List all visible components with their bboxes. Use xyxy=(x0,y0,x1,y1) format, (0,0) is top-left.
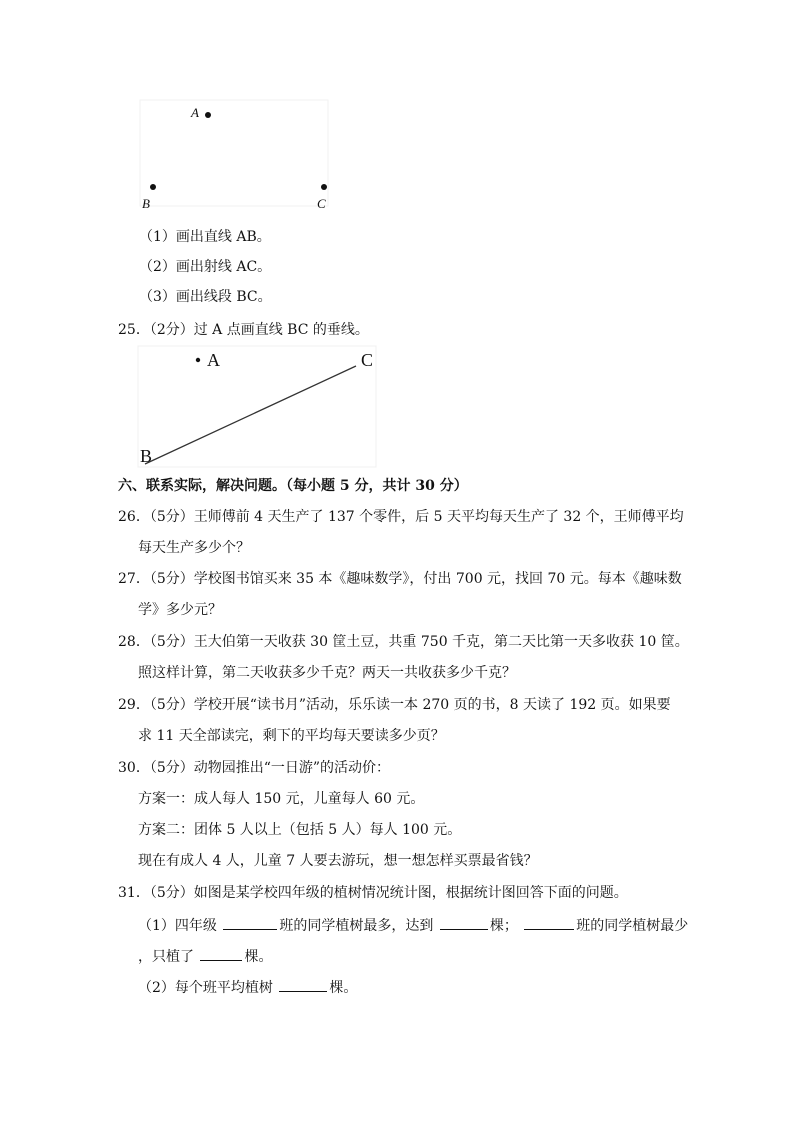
q31-s1b: 班的同学植树最多，达到 xyxy=(279,918,434,934)
q31-s1f: 棵。 xyxy=(244,949,273,965)
q31-sub1-line2 xyxy=(138,946,272,966)
q30-block xyxy=(118,759,698,879)
line-bc-figure xyxy=(135,345,380,469)
q27-line2: 学》多少元？ xyxy=(138,602,222,618)
q31-s1d: 班的同学植树最少 xyxy=(576,918,689,934)
point-c-label: C xyxy=(361,350,374,370)
point-a-label: A xyxy=(191,105,199,120)
q28-line1: 28．（5分）王大伯第一天收获 30 筐土豆，共重 750 千克，第二天比第一天多收获 10 筐。 xyxy=(118,634,689,650)
q31-s1a: （1）四年级 xyxy=(138,918,217,934)
q31-s1c: 棵； xyxy=(489,918,518,934)
q31-line1: 31．（5分）如图是某学校四年级的植树情况统计图，根据统计图回答下面的问题。 xyxy=(118,885,628,901)
q24-sub2: （2）画出射线 AC。 xyxy=(139,259,272,275)
q29-line1: 29．（5分）学校开展“读书月”活动，乐乐读一本 270 页的书，8 天读了 192 页。如果要 xyxy=(118,697,671,713)
point-a xyxy=(196,358,200,362)
q31-block xyxy=(118,884,718,1004)
q26-line1: 26．（5分）王师傅前 4 天生产了 137 个零件，后 5 天平均每天生产了 32 个，王师傅平均 xyxy=(118,509,684,525)
q25-text: 25．（2分）过 A 点画直线 BC 的垂线。 xyxy=(118,322,369,338)
q31-answer-blank-1[interactable] xyxy=(223,915,277,930)
q31-sub1-line1 xyxy=(138,915,688,935)
point-c xyxy=(321,184,327,190)
points-figure xyxy=(135,98,335,213)
q31-s2b: 棵。 xyxy=(329,980,358,996)
q29-block xyxy=(118,696,698,756)
figure-frame xyxy=(138,346,376,467)
segment-bc xyxy=(145,366,356,464)
q31-answer-blank-3[interactable] xyxy=(524,915,574,930)
figure-frame xyxy=(140,100,328,206)
point-c-label: C xyxy=(317,196,326,211)
point-a xyxy=(205,112,211,118)
point-b xyxy=(150,184,156,190)
q31-sub2 xyxy=(138,977,357,997)
q31-answer-blank-4[interactable] xyxy=(200,946,242,961)
q26-block xyxy=(118,508,698,568)
q27-block xyxy=(118,570,698,630)
q31-s1e: ，只植了 xyxy=(138,949,194,965)
q30-line1: 30．（5分）动物园推出“一日游”的活动价： xyxy=(118,760,391,776)
q24-block xyxy=(139,228,739,318)
point-b-label: B xyxy=(140,446,153,466)
q31-answer-blank-5[interactable] xyxy=(279,977,327,992)
q26-line2: 每天生产多少个？ xyxy=(138,540,250,556)
q28-line2: 照这样计算，第二天收获多少千克？两天一共收获多少千克？ xyxy=(138,665,516,681)
q30-line4: 现在有成人 4 人，儿童 7 人要去游玩，想一想怎样买票最省钱？ xyxy=(138,853,538,869)
q31-answer-blank-2[interactable] xyxy=(440,915,488,930)
q24-sub1: （1）画出直线 AB。 xyxy=(139,229,271,245)
q29-line2: 求 11 天全部读完，剩下的平均每天要读多少页？ xyxy=(138,728,445,744)
q28-block xyxy=(118,633,698,693)
section-heading: 六、联系实际，解决问题。（每小题 5 分，共计 30 分） xyxy=(118,478,468,494)
q30-plan1: 方案一：成人每人 150 元，儿童每人 60 元。 xyxy=(138,791,425,807)
point-a-label: A xyxy=(207,350,220,370)
point-b-label: B xyxy=(142,196,150,211)
q27-line1: 27．（5分）学校图书馆买来 35 本《趣味数学》，付出 700 元，找回 70 元。每本《趣味数 xyxy=(118,571,682,587)
q30-plan2: 方案二：团体 5 人以上（包括 5 人）每人 100 元。 xyxy=(138,822,462,838)
q24-sub3: （3）画出线段 BC。 xyxy=(139,289,272,305)
q31-s2a: （2）每个班平均植树 xyxy=(138,980,273,996)
